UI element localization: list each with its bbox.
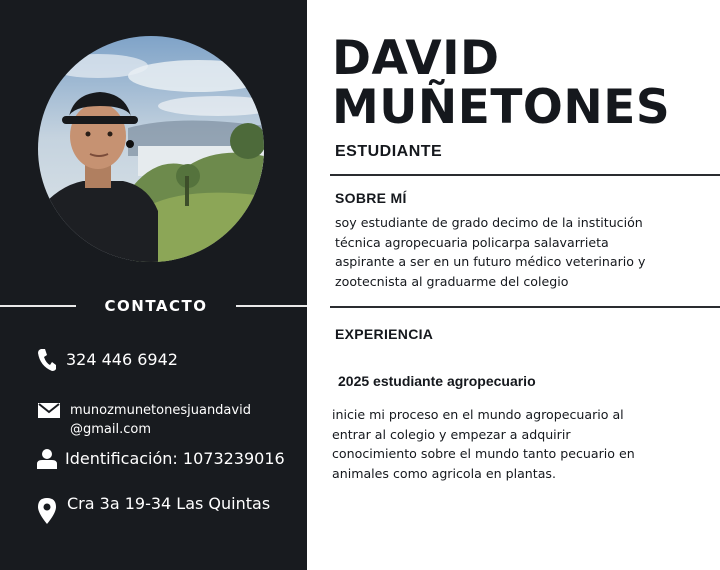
location-pin-icon bbox=[38, 498, 56, 524]
about-title: SOBRE MÍ bbox=[335, 190, 407, 206]
divider bbox=[236, 305, 307, 307]
experience-line: animales como agricola en plantas. bbox=[332, 465, 556, 481]
profile-photo bbox=[38, 36, 264, 262]
about-line: zootecnista al graduarme del colegio bbox=[335, 273, 569, 289]
divider bbox=[330, 174, 720, 176]
experience-entry-title: 2025 estudiante agropecuario bbox=[338, 373, 536, 389]
email-line-1: munozmunetonesjuandavid bbox=[70, 403, 251, 418]
experience-text bbox=[332, 405, 662, 483]
identification: Identificación: 1073239016 bbox=[65, 449, 285, 468]
role-title: ESTUDIANTE bbox=[335, 143, 443, 160]
divider bbox=[330, 306, 720, 308]
email bbox=[70, 401, 251, 439]
email-line-2: @gmail.com bbox=[70, 422, 152, 437]
divider bbox=[0, 305, 76, 307]
address: Cra 3a 19-34 Las Quintas bbox=[67, 494, 271, 513]
name-line-2: MUÑETONES bbox=[332, 80, 671, 135]
about-line: aspirante a ser en un futuro médico veterinario y bbox=[335, 254, 646, 269]
contact-title: CONTACTO bbox=[104, 297, 208, 315]
about-line: soy estudiante de grado decimo de la institución bbox=[335, 215, 643, 230]
about-line: técnica agropecuaria policarpa salavarrieta bbox=[335, 234, 609, 250]
phone-icon bbox=[37, 348, 57, 372]
mail-icon bbox=[38, 403, 60, 418]
contact-header bbox=[0, 294, 307, 318]
experience-title: EXPERIENCIA bbox=[335, 326, 434, 342]
phone-number: 324 446 6942 bbox=[66, 350, 178, 369]
name-line-1: DAVID bbox=[332, 31, 500, 86]
about-text bbox=[335, 213, 665, 291]
experience-line: conocimiento sobre el mundo tanto pecuario en bbox=[332, 446, 635, 461]
user-icon bbox=[37, 449, 57, 469]
experience-line: entrar al colegio y empezar a adquirir bbox=[332, 426, 571, 442]
experience-line: inicie mi proceso en el mundo agropecuario al bbox=[332, 407, 624, 422]
sidebar bbox=[0, 0, 307, 570]
full-name bbox=[332, 31, 712, 135]
